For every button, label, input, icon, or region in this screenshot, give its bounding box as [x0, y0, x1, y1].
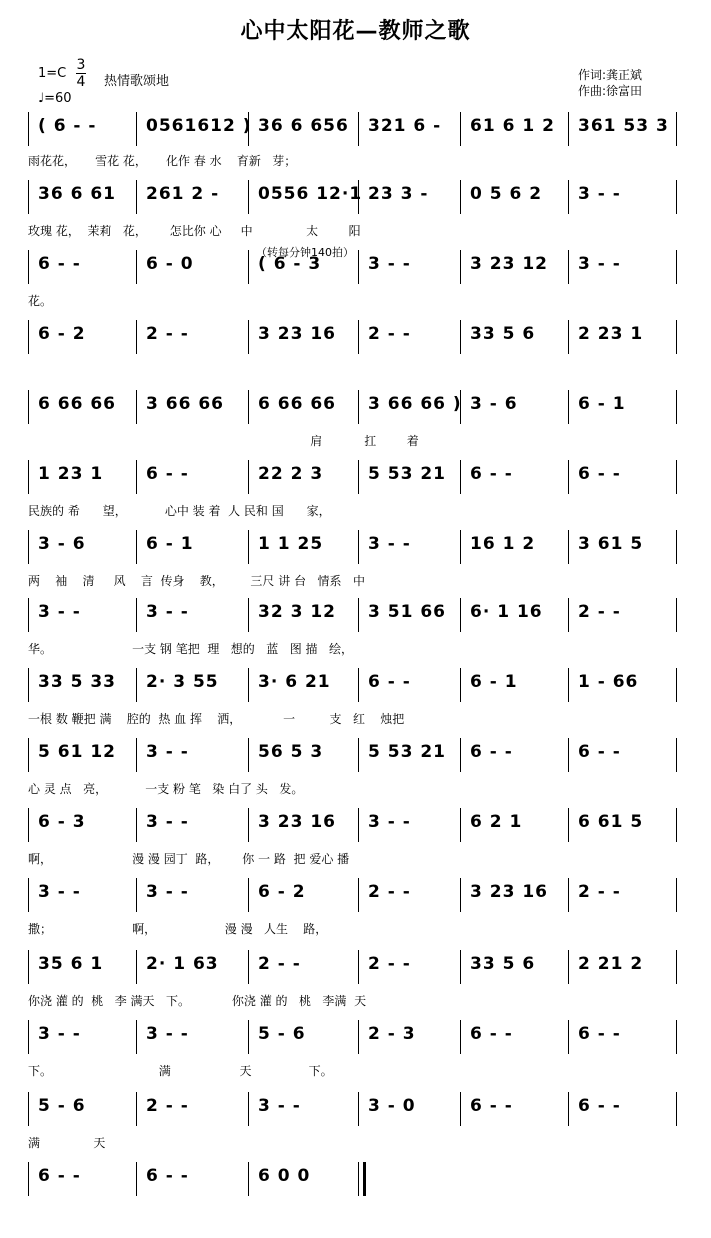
barline [248, 1020, 249, 1054]
barline [568, 950, 569, 984]
song-title: 心中太阳花—教师之歌 [240, 19, 471, 44]
barline [28, 250, 29, 284]
measure: 0556 12·1 [258, 184, 363, 204]
barline [248, 1092, 249, 1126]
barline [136, 180, 137, 214]
measure: 6 - - [368, 672, 411, 692]
barline [28, 668, 29, 702]
measure: 3 - 6 [470, 394, 518, 414]
measure: ( 6 - - [38, 116, 97, 136]
barline [568, 878, 569, 912]
measure: 3 66 66 ) [368, 394, 462, 414]
barline [568, 250, 569, 284]
lyric-line: 华。 一支 钢 笔把 理 想的 蓝 图 描 绘， [28, 642, 353, 656]
barline [460, 598, 461, 632]
barline [248, 878, 249, 912]
lyric-line: 啊， 漫 漫 园丁 路， 你 一 路 把 爱心 播 [28, 852, 350, 866]
measure: 2 - - [258, 954, 301, 974]
staff-row [28, 180, 688, 214]
barline [136, 878, 137, 912]
barline [358, 598, 359, 632]
barline [358, 1020, 359, 1054]
staff-row [28, 668, 688, 702]
barline [136, 668, 137, 702]
lyric-line: 你浇 灌 的 桃 李 满天 下。 你浇 灌 的 桃 李满 天 [28, 994, 367, 1008]
measure: 3 23 16 [258, 324, 336, 344]
measure: 5 - 6 [258, 1024, 306, 1044]
tempo-mark: ♩=60 [38, 91, 72, 106]
lyric-line: 两 袖 清 风 言 传身 教， 三尺 讲 台 情系 中 [28, 574, 365, 588]
measure: 3 - - [146, 1024, 189, 1044]
barline [460, 320, 461, 354]
measure: 35 6 1 [38, 954, 104, 974]
barline [28, 530, 29, 564]
barline [676, 1020, 677, 1054]
measure: 6 - - [578, 1096, 621, 1116]
measure: 61 6 1 2 [470, 116, 555, 136]
measure: 0 5 6 2 [470, 184, 543, 204]
staff-row [28, 598, 688, 632]
measure: 6 - 1 [470, 672, 518, 692]
lyric-line: 心 灵 点 亮， 一支 粉 笔 染 白了 头 发。 [28, 782, 304, 796]
measure: 6 - 0 [146, 254, 194, 274]
measure: 6 - - [146, 464, 189, 484]
measure: 36 6 61 [38, 184, 116, 204]
barline [676, 460, 677, 494]
barline [358, 530, 359, 564]
barline [248, 250, 249, 284]
measure: 361 53 3 [578, 116, 669, 136]
staff-row [28, 808, 688, 842]
barline [676, 250, 677, 284]
barline [676, 598, 677, 632]
measure: 6 - - [578, 1024, 621, 1044]
measure: 33 5 6 [470, 954, 536, 974]
measure: 3 - - [146, 742, 189, 762]
measure: 6 0 0 [258, 1166, 311, 1186]
barline [358, 250, 359, 284]
barline [28, 950, 29, 984]
measure: 6 - 1 [146, 534, 194, 554]
barline [28, 1092, 29, 1126]
measure: 3 61 5 [578, 534, 644, 554]
barline [460, 180, 461, 214]
measure: 321 6 - [368, 116, 442, 136]
measure: 3 23 16 [470, 882, 548, 902]
barline [136, 1162, 137, 1196]
measure: 6 - 1 [578, 394, 626, 414]
measure: 2 23 1 [578, 324, 644, 344]
final-barline [358, 1162, 366, 1196]
lyric-line: 一根 数 鞭把 满 腔的 热 血 挥 洒， 一 支 红 烛把 [28, 712, 405, 726]
measure: 6 - - [470, 464, 513, 484]
barline [136, 320, 137, 354]
staff-row [28, 738, 688, 772]
barline [568, 320, 569, 354]
barline [248, 738, 249, 772]
barline [136, 112, 137, 146]
measure: 5 61 12 [38, 742, 116, 762]
measure: 2 - - [368, 882, 411, 902]
measure: 1 1 25 [258, 534, 324, 554]
barline [28, 878, 29, 912]
measure: 3 - - [38, 1024, 81, 1044]
measure: 5 - 6 [38, 1096, 86, 1116]
barline [248, 460, 249, 494]
measure: 6 2 1 [470, 812, 523, 832]
measure: 6 61 5 [578, 812, 644, 832]
staff-row [28, 1020, 688, 1054]
measure: 2· 1 63 [146, 954, 219, 974]
lyric-line: 民族的 希 望， 心中 装 着 人 民和 国 家， [28, 504, 331, 518]
measure: 5 53 21 [368, 742, 446, 762]
measure: 3 - - [38, 602, 81, 622]
measure: 3 - - [146, 812, 189, 832]
measure: 1 23 1 [38, 464, 104, 484]
barline [136, 1020, 137, 1054]
barline [568, 180, 569, 214]
measure: 3 - - [368, 534, 411, 554]
barline [136, 250, 137, 284]
barline [460, 1092, 461, 1126]
measure: 3 - - [578, 184, 621, 204]
barline [358, 878, 359, 912]
measure: 23 3 - [368, 184, 429, 204]
lyric-line: 下。 满 天 下。 [28, 1064, 333, 1078]
measure: 6 - - [470, 1096, 513, 1116]
barline [358, 668, 359, 702]
measure: 2 - - [146, 1096, 189, 1116]
staff-row [28, 460, 688, 494]
barline [460, 530, 461, 564]
measure: 1 - 66 [578, 672, 639, 692]
staff-row [28, 878, 688, 912]
measure: 2 - - [368, 954, 411, 974]
barline [568, 598, 569, 632]
measure: 6 - 3 [38, 812, 86, 832]
measure: 2 - - [578, 882, 621, 902]
expression-mark: 热情歌颂地 [104, 74, 170, 89]
time-signature-bottom: 4 [76, 74, 86, 90]
measure: 6 - - [470, 742, 513, 762]
staff-row [28, 950, 688, 984]
measure: 3 51 66 [368, 602, 446, 622]
measure: 56 5 3 [258, 742, 324, 762]
measure: 36 6 656 [258, 116, 349, 136]
lyric-line: 花。 [28, 294, 53, 308]
barline [248, 950, 249, 984]
barline [358, 1092, 359, 1126]
barline [460, 112, 461, 146]
measure: 6 - - [470, 1024, 513, 1044]
measure: 6 - - [38, 1166, 81, 1186]
barline [676, 668, 677, 702]
measure: 6· 1 16 [470, 602, 543, 622]
measure: 22 2 3 [258, 464, 324, 484]
barline [568, 738, 569, 772]
staff-row [28, 112, 688, 146]
time-signature-top: 3 [76, 57, 86, 73]
measure: 2· 3 55 [146, 672, 219, 692]
barline [460, 668, 461, 702]
key-signature: 1=C [38, 66, 67, 81]
barline [568, 1020, 569, 1054]
barline [676, 950, 677, 984]
barline [676, 738, 677, 772]
barline [460, 950, 461, 984]
composer-credit: 作曲:徐富田 [578, 84, 643, 98]
barline [568, 390, 569, 424]
barline [136, 598, 137, 632]
barline [136, 808, 137, 842]
measure: 2 - - [368, 324, 411, 344]
barline [28, 320, 29, 354]
barline [676, 878, 677, 912]
measure: 6 66 66 [258, 394, 336, 414]
barline [358, 950, 359, 984]
measure: 2 - 3 [368, 1024, 416, 1044]
measure: 261 2 - [146, 184, 220, 204]
barline [136, 1092, 137, 1126]
barline [136, 390, 137, 424]
measure: 6 - - [38, 254, 81, 274]
measure: 16 1 2 [470, 534, 536, 554]
barline [358, 808, 359, 842]
measure: 3· 6 21 [258, 672, 331, 692]
staff-row [28, 250, 688, 284]
barline [568, 808, 569, 842]
measure: 6 - - [578, 742, 621, 762]
measure: 3 - - [368, 254, 411, 274]
measure: 0561612 ) [146, 116, 252, 136]
barline [248, 598, 249, 632]
measure: 3 - 6 [38, 534, 86, 554]
measure: 3 - - [258, 1096, 301, 1116]
measure: 33 5 33 [38, 672, 116, 692]
barline [676, 808, 677, 842]
time-signature [76, 58, 86, 89]
staff-row [28, 1092, 688, 1126]
barline [28, 180, 29, 214]
barline [136, 460, 137, 494]
measure: 33 5 6 [470, 324, 536, 344]
lyric-line: 满 天 [28, 1136, 106, 1150]
barline [460, 808, 461, 842]
barline [248, 1162, 249, 1196]
barline [28, 808, 29, 842]
barline [136, 950, 137, 984]
measure: 6 - - [578, 464, 621, 484]
barline [460, 1020, 461, 1054]
lyric-line: 玫瑰 花， 茉莉 花， 怎比你 心 中 太 阳 [28, 224, 361, 238]
measure: 3 - 0 [368, 1096, 416, 1116]
measure: 5 53 21 [368, 464, 446, 484]
barline [676, 112, 677, 146]
barline [28, 598, 29, 632]
barline [676, 530, 677, 564]
barline [568, 1092, 569, 1126]
barline [676, 320, 677, 354]
measure: 3 - - [368, 812, 411, 832]
barline [358, 320, 359, 354]
barline [358, 390, 359, 424]
barline [248, 390, 249, 424]
barline [28, 1020, 29, 1054]
measure: 3 - - [146, 602, 189, 622]
barline [248, 808, 249, 842]
staff-row [28, 1162, 688, 1196]
staff-row [28, 530, 688, 564]
barline [568, 530, 569, 564]
staff-row [28, 320, 688, 354]
barline [28, 738, 29, 772]
measure: 6 - 2 [38, 324, 86, 344]
lyricist-credit: 作词:龚正斌 [578, 68, 643, 82]
measure: 3 - - [146, 882, 189, 902]
barline [460, 878, 461, 912]
barline [248, 180, 249, 214]
barline [358, 738, 359, 772]
barline [676, 180, 677, 214]
measure: 3 23 12 [470, 254, 548, 274]
measure: 3 23 16 [258, 812, 336, 832]
barline [568, 460, 569, 494]
barline [460, 738, 461, 772]
barline [460, 250, 461, 284]
measure: 3 - - [578, 254, 621, 274]
measure: 3 - - [38, 882, 81, 902]
barline [460, 460, 461, 494]
measure: ( 6 - 3 [258, 254, 322, 274]
lyric-line: 撒； 啊， 漫 漫 人生 路， [28, 922, 328, 936]
barline [248, 668, 249, 702]
lyric-line: 雨花花， 雪花 花， 化作 春 水 育新 芽； [28, 154, 297, 168]
tempo-change-mark: （转每分钟140拍） [256, 246, 354, 259]
barline [568, 112, 569, 146]
measure: 6 66 66 [38, 394, 116, 414]
barline [676, 390, 677, 424]
barline [248, 320, 249, 354]
barline [28, 112, 29, 146]
barline [676, 1092, 677, 1126]
measure: 2 - - [578, 602, 621, 622]
barline [136, 738, 137, 772]
barline [358, 112, 359, 146]
lyric-line: 肩 扛 着 [28, 434, 419, 448]
staff-row [28, 390, 688, 424]
measure: 6 - 2 [258, 882, 306, 902]
measure: 2 21 2 [578, 954, 644, 974]
barline [28, 460, 29, 494]
barline [28, 1162, 29, 1196]
barline [248, 530, 249, 564]
barline [358, 460, 359, 494]
measure: 2 - - [146, 324, 189, 344]
barline [28, 390, 29, 424]
barline [136, 530, 137, 564]
measure: 6 - - [146, 1166, 189, 1186]
measure: 3 66 66 [146, 394, 224, 414]
measure: 32 3 12 [258, 602, 336, 622]
barline [568, 668, 569, 702]
